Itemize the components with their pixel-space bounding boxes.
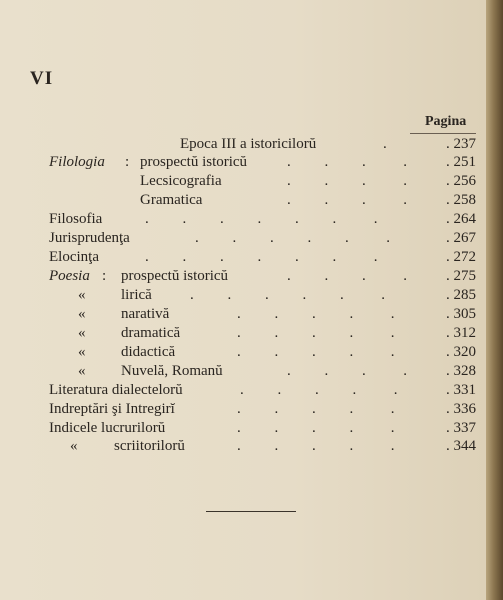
dot-leader: .: [383, 136, 387, 152]
toc-entry-page: . 312: [446, 325, 476, 341]
page-number: VI: [30, 68, 54, 89]
dot-leader: . . . .: [287, 192, 407, 208]
toc-entry-page: . 344: [446, 438, 476, 454]
toc-entry: [0, 381, 486, 399]
toc-entry-label: Epoca III a istoricilorŭ: [180, 136, 317, 152]
toc-entry-page: . 267: [446, 230, 476, 246]
toc-entry-page: . 264: [446, 211, 476, 227]
toc-entry: [0, 305, 486, 323]
toc-entry: [0, 419, 486, 437]
ditto-mark: «: [78, 325, 86, 341]
toc-entry-label: Literatura dialectelorŭ: [49, 382, 183, 398]
header-underline: [410, 133, 476, 134]
toc-entry-page: . 285: [446, 287, 476, 303]
toc-entry: [0, 135, 486, 153]
toc-entry-label: lirică: [121, 287, 152, 303]
toc-entry-label: Lecsicografia: [140, 173, 222, 189]
toc-entry: [0, 286, 486, 304]
dot-leader: . . . . .: [237, 344, 395, 360]
dot-leader: . . . .: [287, 268, 407, 284]
section-heading: Poesia: [49, 268, 90, 284]
toc-entry-page: . 272: [446, 249, 476, 265]
toc-entry-page: . 337: [446, 420, 476, 436]
ditto-mark: «: [78, 344, 86, 360]
toc-entry: [0, 324, 486, 342]
dot-leader: . . . . .: [240, 382, 398, 398]
dot-leader: . . . . .: [237, 325, 395, 341]
toc-entry: [0, 210, 486, 228]
toc-entry: [0, 191, 486, 209]
toc-entry: [0, 267, 486, 285]
toc-entry-page: . 251: [446, 154, 476, 170]
toc-entry-page: . 237: [446, 136, 476, 152]
toc-entry-page: . 328: [446, 363, 476, 379]
toc-entry-label: prospectŭ istoricŭ: [140, 154, 248, 170]
ditto-mark: «: [78, 306, 86, 322]
toc-entry-label: Filosofia: [49, 211, 103, 227]
toc-entry-page: . 258: [446, 192, 476, 208]
dot-leader: . . . . .: [237, 306, 395, 322]
page-edge-shadow: [486, 0, 503, 600]
dot-leader: . . . . .: [237, 420, 395, 436]
toc-entry-page: . 320: [446, 344, 476, 360]
dot-leader: . . . . .: [237, 401, 395, 417]
dot-leader: . . . .: [287, 154, 407, 170]
toc-entry-page: . 256: [446, 173, 476, 189]
closing-rule: [206, 511, 296, 512]
toc-entry-label: Nuvelă, Romanŭ: [121, 363, 223, 379]
ditto-mark: «: [70, 438, 78, 454]
ditto-mark: «: [78, 287, 86, 303]
ditto-mark: «: [78, 363, 86, 379]
section-heading: Filologia: [49, 154, 105, 170]
toc-entry: [0, 229, 486, 247]
toc-entry: [0, 153, 486, 171]
heading-colon: :: [125, 154, 130, 170]
dot-leader: . . . . . . .: [145, 211, 378, 227]
dot-leader: . . . .: [287, 363, 407, 379]
toc-entry: [0, 437, 486, 455]
toc-entry-page: . 305: [446, 306, 476, 322]
dot-leader: . . . . .: [237, 438, 395, 454]
dot-leader: . . . . . . .: [145, 249, 378, 265]
toc-entry-page: . 275: [446, 268, 476, 284]
toc-entry-label: didactică: [121, 344, 176, 360]
heading-colon: :: [102, 268, 107, 284]
toc-entry-label: Indicele lucrurilorŭ: [49, 420, 166, 436]
toc-entry: [0, 248, 486, 266]
toc-entry: [0, 172, 486, 190]
toc-entry: [0, 362, 486, 380]
dot-leader: . . . .: [287, 173, 407, 189]
toc-entry-label: narativă: [121, 306, 170, 322]
toc-entry-label: Indreptări şi Intregirĭ: [49, 401, 175, 417]
toc-entry-label: Elocinţa: [49, 249, 99, 265]
toc-entry: [0, 400, 486, 418]
toc-entry-page: . 331: [446, 382, 476, 398]
dot-leader: . . . . . .: [190, 287, 385, 303]
toc-entry-label: Jurisprudenţa: [49, 230, 130, 246]
toc-entry-page: . 336: [446, 401, 476, 417]
toc-entry-label: Gramatica: [140, 192, 203, 208]
toc-entry-label: prospectŭ istoricŭ: [121, 268, 229, 284]
toc-entry: [0, 343, 486, 361]
dot-leader: . . . . . .: [195, 230, 390, 246]
column-header-pagina: Pagina: [425, 114, 467, 129]
toc-entry-label: dramatică: [121, 325, 181, 341]
toc-entry-label: scriitorilorŭ: [114, 438, 185, 454]
